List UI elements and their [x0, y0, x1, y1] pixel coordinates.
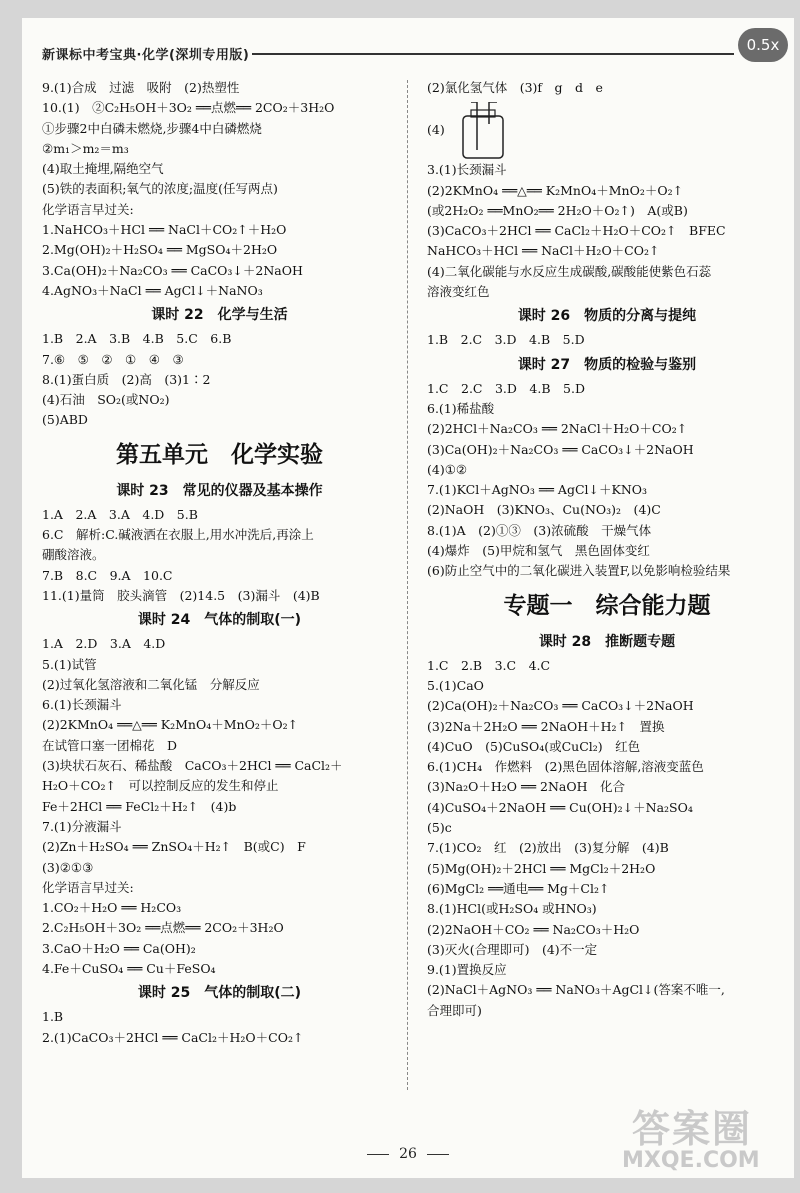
answer-line: ②m₁＞m₂＝m₃	[42, 140, 129, 156]
answer-line: 3.CaO＋H₂O ══ Ca(OH)₂	[42, 940, 196, 956]
answer-line: 7.⑥ ⑤ ② ① ④ ③	[42, 351, 184, 367]
answer-line: (2)氯化氢气体 (3)f g d e	[427, 80, 603, 95]
answer-line: (6)防止空气中的二氧化碳进入装置F,以免影响检验结果	[427, 563, 731, 579]
answer-line: 1.C 2.B 3.C 4.C	[427, 657, 551, 673]
header-rule	[252, 53, 734, 55]
answer-line: (6)MgCl₂ ══通电══ Mg＋Cl₂↑	[427, 880, 610, 896]
answer-line: 3.(1)长颈漏斗	[427, 162, 507, 178]
answer-line: 1.B	[42, 1009, 64, 1025]
answer-line: (4)CuSO₄＋2NaOH ══ Cu(OH)₂↓＋Na₂SO₄	[427, 799, 693, 815]
lesson-heading: 课时 22 化学与生活	[151, 307, 288, 324]
answer-line: 溶液变红色	[427, 284, 490, 300]
answer-line: 合理即可)	[427, 1002, 482, 1018]
answer-line: (3)2Na＋2H₂O ══ 2NaOH＋H₂↑ 置换	[427, 718, 665, 734]
answer-line: (5)Mg(OH)₂＋2HCl ══ MgCl₂＋2H₂O	[427, 860, 656, 876]
gas-washing-bottle-icon	[457, 102, 515, 160]
figure-label: (4)	[427, 122, 445, 138]
answer-line: 5.(1)CaO	[427, 677, 484, 693]
answer-line: (5)铁的表面积;氧气的浓度;温度(任写两点)	[42, 181, 278, 197]
footer-dash-right	[427, 1154, 449, 1155]
left-column	[42, 78, 397, 1048]
answer-line: (2)Zn＋H₂SO₄ ══ ZnSO₄＋H₂↑ B(或C) F	[42, 839, 306, 855]
answer-line: 11.(1)量筒 胶头滴管 (2)14.5 (3)漏斗 (4)B	[42, 587, 320, 603]
answer-line: (3)Na₂O＋H₂O ══ 2NaOH 化合	[427, 779, 626, 795]
answer-line: (3)灭火(合理即可) (4)不一定	[427, 941, 598, 957]
answer-line: 1.CO₂＋H₂O ══ H₂CO₃	[42, 900, 182, 916]
answer-line: 1.B 2.A 3.B 4.B 5.C 6.B	[42, 331, 232, 347]
answer-line: 9.(1)置换反应	[427, 962, 507, 978]
answer-line: 1.C 2.C 3.D 4.B 5.D	[427, 380, 585, 396]
answer-line: 4.Fe＋CuSO₄ ══ Cu＋FeSO₄	[42, 960, 216, 976]
lesson-heading: 课时 26 物质的分离与提纯	[517, 308, 697, 325]
answer-line: (4)二氧化碳能与水反应生成碳酸,碳酸能使紫色石蕊	[427, 263, 712, 279]
answer-line: 化学语言早过关:	[42, 879, 134, 895]
answer-line: (3)Ca(OH)₂＋Na₂CO₃ ══ CaCO₃↓＋2NaOH	[427, 441, 694, 457]
answer-line: (2)2KMnO₄ ══△══ K₂MnO₄＋MnO₂＋O₂↑	[42, 717, 299, 733]
answer-line: H₂O＋CO₂↑ 可以控制反应的发生和停止	[42, 778, 279, 794]
answer-line: (2)NaOH (3)KNO₃、Cu(NO₃)₂ (4)C	[427, 502, 661, 518]
answer-line: (4)石油 SO₂(或NO₂)	[42, 392, 170, 408]
answer-line: 7.(1)CO₂ 红 (2)放出 (3)复分解 (4)B	[427, 840, 669, 856]
answer-line: 2.Mg(OH)₂＋H₂SO₄ ══ MgSO₄＋2H₂O	[42, 242, 278, 258]
answer-line: 1.A 2.A 3.A 4.D 5.B	[42, 506, 198, 522]
lesson-heading: 课时 27 物质的检验与鉴别	[517, 356, 697, 373]
answer-line: (4)爆炸 (5)甲烷和氢气 黑色固体变红	[427, 543, 650, 559]
answer-line: 6.(1)长颈漏斗	[42, 697, 122, 713]
right-column	[427, 78, 787, 1021]
answer-line: (2)2HCl＋Na₂CO₃ ══ 2NaCl＋H₂O＋CO₂↑	[427, 421, 688, 437]
lesson-heading: 课时 23 常见的仪器及基本操作	[116, 482, 323, 499]
answer-line: 5.(1)试管	[42, 656, 97, 672]
answer-line: 7.(1)KCl＋AgNO₃ ══ AgCl↓＋KNO₃	[427, 482, 648, 498]
answer-line: 8.(1)HCl(或H₂SO₄ 或HNO₃)	[427, 901, 597, 917]
unit-heading: 专题一 综合能力题	[503, 591, 711, 619]
column-divider	[407, 80, 408, 1090]
page-number: 26	[399, 1146, 417, 1162]
answer-line: (2)2NaOH＋CO₂ ══ Na₂CO₃＋H₂O	[427, 921, 640, 937]
answer-line: (2)过氧化氢溶液和二氧化锰 分解反应	[42, 676, 260, 692]
lesson-heading: 课时 28 推断题专题	[538, 633, 676, 650]
answer-line: (2)Ca(OH)₂＋Na₂CO₃ ══ CaCO₃↓＋2NaOH	[427, 698, 694, 714]
answer-line: (2)NaCl＋AgNO₃ ══ NaNO₃＋AgCl↓(答案不唯一,	[427, 982, 725, 998]
answer-line: 2.(1)CaCO₃＋2HCl ══ CaCl₂＋H₂O＋CO₂↑	[42, 1029, 304, 1045]
footer-dash-left	[367, 1154, 389, 1155]
answer-line: 8.(1)蛋白质 (2)高 (3)1∶2	[42, 371, 211, 387]
answer-line: (3)块状石灰石、稀盐酸 CaCO₃＋2HCl ══ CaCl₂＋	[42, 758, 343, 774]
answer-line: (2)2KMnO₄ ══△══ K₂MnO₄＋MnO₂＋O₂↑	[427, 182, 684, 198]
answer-line: NaHCO₃＋HCl ══ NaCl＋H₂O＋CO₂↑	[427, 243, 660, 259]
answer-line: ①步骤2中白磷未燃烧,步骤4中白磷燃烧	[42, 120, 262, 136]
watermark-url: MXQE.COM	[622, 1148, 760, 1173]
answer-line: 10.(1) ②C₂H₅OH＋3O₂ ══点燃══ 2CO₂＋3H₂O	[42, 100, 335, 116]
answer-line: 8.(1)A (2)①③ (3)浓硫酸 干燥气体	[427, 522, 652, 538]
answer-page	[22, 18, 794, 1178]
answer-line: (4)取土掩埋,隔绝空气	[42, 161, 164, 177]
answer-line: 7.B 8.C 9.A 10.C	[42, 567, 173, 583]
watermark-logo: 答案圈	[632, 1107, 753, 1151]
answer-line: 6.(1)CH₄ 作燃料 (2)黑色固体溶解,溶液变蓝色	[427, 759, 704, 775]
answer-line: 6.(1)稀盐酸	[427, 400, 495, 416]
answer-line: 9.(1)合成 过滤 吸附 (2)热塑性	[42, 80, 240, 95]
answer-line: (4)CuO (5)CuSO₄(或CuCl₂) 红色	[427, 738, 641, 754]
answer-line: 在试管口塞一团棉花 D	[42, 737, 178, 753]
page-header	[22, 40, 794, 68]
answer-line: (5)ABD	[42, 412, 88, 428]
answer-line: 4.AgNO₃＋NaCl ══ AgCl↓＋NaNO₃	[42, 282, 263, 298]
answer-line: Fe＋2HCl ══ FeCl₂＋H₂↑ (4)b	[42, 798, 237, 814]
answer-line: (3)CaCO₃＋2HCl ══ CaCl₂＋H₂O＋CO₂↑ BFEC	[427, 223, 726, 239]
answer-line: 1.NaHCO₃＋HCl ══ NaCl＋CO₂↑＋H₂O	[42, 222, 287, 238]
answer-line: 3.Ca(OH)₂＋Na₂CO₃ ══ CaCO₃↓＋2NaOH	[42, 262, 303, 278]
answer-line: (4)①②	[427, 461, 468, 477]
lesson-heading: 课时 25 气体的制取(二)	[137, 985, 302, 1002]
answer-line: 6.C 解析:C.碱液洒在衣服上,用水冲洗后,再涂上	[42, 527, 314, 543]
answer-line: 2.C₂H₅OH＋3O₂ ══点燃══ 2CO₂＋3H₂O	[42, 920, 284, 936]
answer-line: 化学语言早过关:	[42, 201, 134, 217]
answer-line: 7.(1)分液漏斗	[42, 818, 122, 834]
zoom-badge[interactable]: 0.5x	[738, 28, 788, 62]
answer-line: 1.A 2.D 3.A 4.D	[42, 636, 166, 652]
unit-heading: 第五单元 化学实验	[116, 440, 323, 468]
answer-line: (5)c	[427, 820, 452, 836]
answer-line: (或2H₂O₂ ══MnO₂══ 2H₂O＋O₂↑) A(或B)	[427, 202, 688, 218]
answer-line: 1.B 2.C 3.D 4.B 5.D	[427, 332, 585, 348]
apparatus-figure	[427, 98, 787, 160]
answer-line: 硼酸溶液。	[42, 547, 105, 563]
answer-line: (3)②①③	[42, 859, 94, 875]
book-title: 新课标中考宝典·化学(深圳专用版)	[42, 48, 250, 63]
lesson-heading: 课时 24 气体的制取(一)	[137, 612, 302, 629]
